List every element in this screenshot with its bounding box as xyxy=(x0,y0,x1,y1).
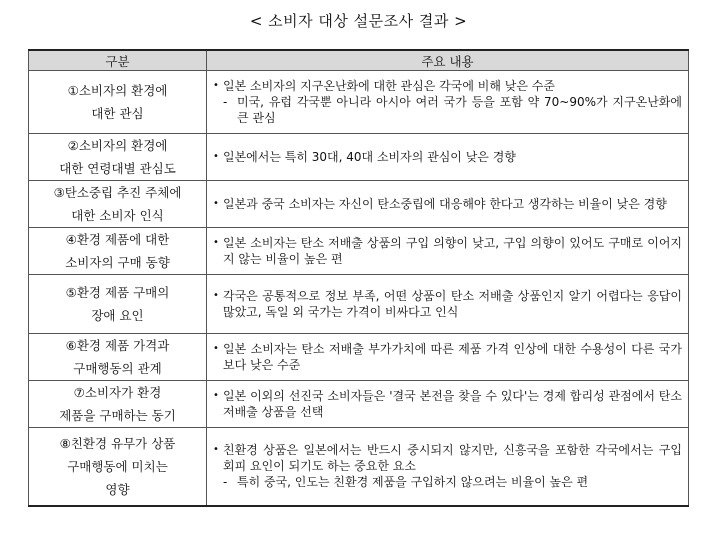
bullet-mark: • xyxy=(213,343,219,354)
row-content xyxy=(207,71,689,134)
bullet-mark: • xyxy=(213,290,219,301)
table-row xyxy=(29,334,689,381)
category-line: ⑦소비자가 환경 xyxy=(73,385,162,400)
bullet-item xyxy=(213,196,682,212)
category-line: 대한 관심 xyxy=(91,106,144,121)
row-category xyxy=(29,134,207,181)
bullet-mark: • xyxy=(213,444,219,456)
category-line: ①소비자의 환경에 xyxy=(67,83,168,98)
bullet-item xyxy=(213,78,682,94)
bullet-text: 일본 이외의 선진국 소비자들은 '결국 본전을 찾을 수 있다'는 경제 합리성 관점에서 탄소 저배출 상품을 선택 xyxy=(223,389,682,419)
row-content xyxy=(207,134,689,181)
row-content xyxy=(207,181,689,228)
bullet-mark: • xyxy=(213,390,219,401)
bullet-mark: • xyxy=(213,151,219,162)
bullet-text: 일본 소비자의 지구온난화에 대한 관심은 각국에 비해 낮은 수준 xyxy=(223,79,555,93)
row-category xyxy=(29,228,207,275)
bullet-item xyxy=(213,288,682,320)
sub-text: 미국, 유럽 각국뿐 아니라 아시아 여러 국가 등을 포함 약 70~90%가 지구온난화에 큰 관심 xyxy=(237,95,682,125)
bullet-item xyxy=(213,149,682,165)
row-content xyxy=(207,428,689,506)
row-content xyxy=(207,228,689,275)
category-line: ⑥환경 제품 가격과 xyxy=(65,338,170,353)
sub-mark: - xyxy=(223,475,228,490)
table-title: < 소비자 대상 설문조사 결과 > xyxy=(249,12,468,30)
sub-item xyxy=(213,474,682,490)
header-content: 주요 내용 xyxy=(207,50,689,71)
bullet-item xyxy=(213,388,682,420)
category-line: 대한 연령대별 관심도 xyxy=(59,161,176,176)
category-line: ②소비자의 환경에 xyxy=(67,138,168,153)
row-content xyxy=(207,334,689,381)
table-row xyxy=(29,275,689,334)
table-row xyxy=(29,71,689,134)
bullet-mark: • xyxy=(213,237,219,248)
row-category xyxy=(29,381,207,428)
bullet-text: 일본에서는 특히 30대, 40대 소비자의 관심이 낮은 경향 xyxy=(223,150,516,164)
category-line: 소비자의 구매 동향 xyxy=(65,255,170,270)
category-line: ④환경 제품에 대한 xyxy=(65,232,170,247)
category-line: ⑤환경 제품 구매의 xyxy=(65,285,170,300)
sub-item xyxy=(213,94,682,126)
category-line: 제품을 구매하는 동기 xyxy=(59,408,176,423)
row-content xyxy=(207,381,689,428)
sub-text: 특히 중국, 인도는 친환경 제품을 구입하지 않으려는 비율이 높은 편 xyxy=(237,475,589,490)
table-row xyxy=(29,134,689,181)
table-row xyxy=(29,381,689,428)
bullet-text: 친환경 상품은 일본에서는 반드시 중시되지 않지만, 신흥국을 포함한 각국에서는 구입 회피 요인이 되기도 하는 중요한 요소 xyxy=(223,443,682,474)
row-content xyxy=(207,275,689,334)
row-category xyxy=(29,428,207,506)
table-row xyxy=(29,181,689,228)
row-category xyxy=(29,71,207,134)
sub-mark: - xyxy=(223,95,228,109)
bullet-text: 일본 소비자는 탄소 저배출 부가가치에 따른 제품 가격 인상에 대한 수용성이 다른 국가보다 낮은 수준 xyxy=(223,342,682,372)
bullet-text: 일본 소비자는 탄소 저배출 상품의 구입 의향이 낮고, 구입 의향이 있어도 구매로 이어지지 않는 비율이 높은 편 xyxy=(223,236,682,266)
row-category xyxy=(29,275,207,334)
bullet-mark: • xyxy=(213,80,219,91)
category-line: ⑧친환경 유무가 상품 xyxy=(59,435,176,451)
category-line: 장애 요인 xyxy=(91,308,144,323)
bullet-text: 일본과 중국 소비자는 자신이 탄소중립에 대응해야 한다고 생각하는 비율이 낮은 경향 xyxy=(223,197,667,211)
category-line: 대한 소비자 인식 xyxy=(71,208,164,223)
bullet-item xyxy=(213,442,682,474)
category-line: 구매행동의 관계 xyxy=(73,361,162,376)
table-row xyxy=(29,428,689,506)
category-line: 영향 xyxy=(105,481,130,497)
table-row xyxy=(29,228,689,275)
table-header-row xyxy=(29,50,689,71)
category-line: 구매행동에 미치는 xyxy=(67,458,168,474)
category-line: ③탄소중립 추진 주체에 xyxy=(53,185,182,200)
row-category xyxy=(29,334,207,381)
bullet-item xyxy=(213,235,682,267)
row-category xyxy=(29,181,207,228)
survey-results-table xyxy=(28,49,689,507)
bullet-text: 각국은 공통적으로 정보 부족, 어떤 상품이 탄소 저배출 상품인지 알기 어렵다는 응답이 많았고, 독일 외 국가는 가격이 비싸다고 인식 xyxy=(223,289,682,319)
header-category: 구분 xyxy=(29,50,207,71)
bullet-mark: • xyxy=(213,198,219,209)
bullet-item xyxy=(213,341,682,373)
